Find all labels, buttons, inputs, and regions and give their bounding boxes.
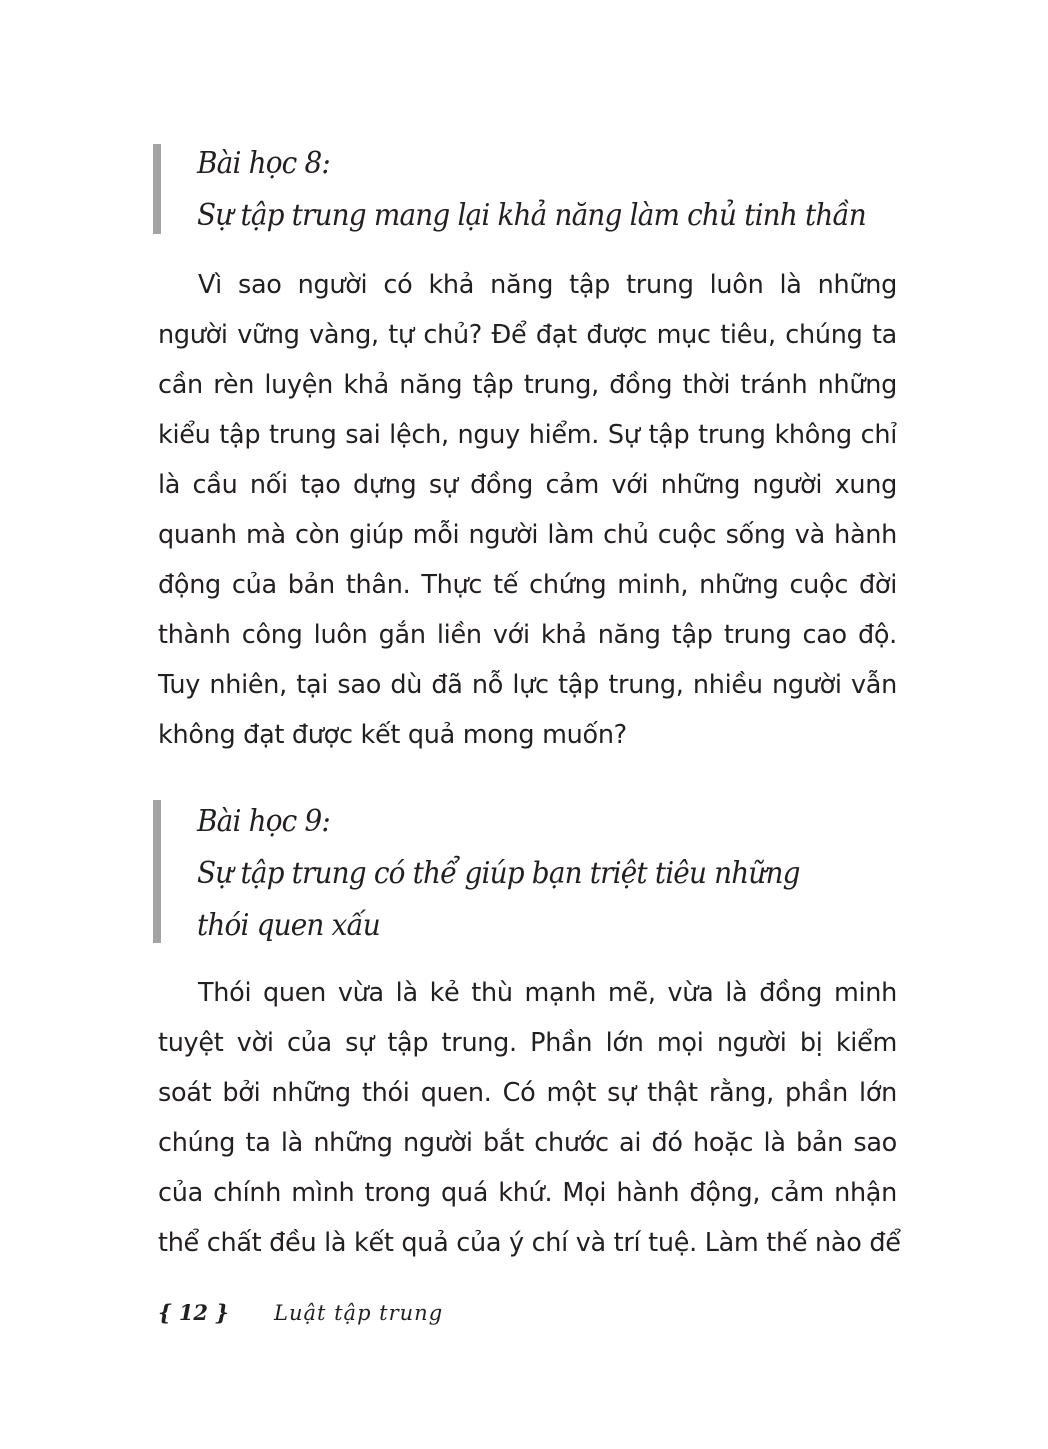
- lesson-8-paragraph: [158, 260, 897, 760]
- paragraph-line: thể chất đều là kết quả của ý chí và trí tuệ. Làm thế nào để: [158, 1228, 901, 1258]
- paragraph-line: không đạt được kết quả mong muốn?: [158, 720, 627, 750]
- lesson-9-paragraph: [158, 968, 901, 1268]
- paragraph-line: Vì sao người có khả năng tập trung luôn là những: [198, 270, 897, 300]
- paragraph-line: quanh mà còn giúp mỗi người làm chủ cuộc sống và hành: [158, 520, 897, 550]
- lesson-8-title: Sự tập trung mang lại khả năng làm chủ tinh thần: [197, 198, 866, 233]
- paragraph-line: tuyệt vời của sự tập trung. Phần lớn mọi người bị kiểm: [158, 1028, 897, 1058]
- paragraph-line: soát bởi những thói quen. Có một sự thật rằng, phần lớn: [158, 1078, 897, 1108]
- paragraph-line: cần rèn luyện khả năng tập trung, đồng thời tránh những: [158, 370, 897, 400]
- lesson-8-label: Bài học 8:: [197, 146, 330, 181]
- paragraph-line: người vững vàng, tự chủ? Để đạt được mục tiêu, chúng ta: [158, 320, 897, 350]
- page-number: { 12 }: [158, 1300, 229, 1325]
- paragraph-line: chúng ta là những người bắt chước ai đó hoặc là bản sao: [158, 1128, 897, 1158]
- heading-accent-bar: [153, 144, 161, 234]
- lesson-9-heading-text: [197, 796, 800, 952]
- paragraph-line: của chính mình trong quá khứ. Mọi hành động, cảm nhận: [158, 1178, 897, 1208]
- paragraph-line: kiểu tập trung sai lệch, nguy hiểm. Sự tập trung không chỉ: [158, 420, 897, 450]
- lesson-9-label: Bài học 9:: [197, 804, 330, 839]
- lesson-8-heading-text: [197, 138, 866, 242]
- paragraph-line: là cầu nối tạo dựng sự đồng cảm với những người xung: [158, 470, 897, 500]
- running-book-title: Luật tập trung: [274, 1301, 444, 1325]
- paragraph-line: động của bản thân. Thực tế chứng minh, những cuộc đời: [158, 570, 897, 600]
- heading-accent-bar: [153, 800, 161, 943]
- lesson-9-title-line-2: thói quen xấu: [197, 908, 380, 943]
- paragraph-line: Thói quen vừa là kẻ thù mạnh mẽ, vừa là đồng minh: [198, 978, 897, 1008]
- paragraph-line: thành công luôn gắn liền với khả năng tập trung cao độ.: [158, 620, 897, 650]
- paragraph-line: Tuy nhiên, tại sao dù đã nỗ lực tập trung, nhiều người vẫn: [158, 670, 897, 700]
- lesson-9-title-line-1: Sự tập trung có thể giúp bạn triệt tiêu những: [197, 856, 800, 891]
